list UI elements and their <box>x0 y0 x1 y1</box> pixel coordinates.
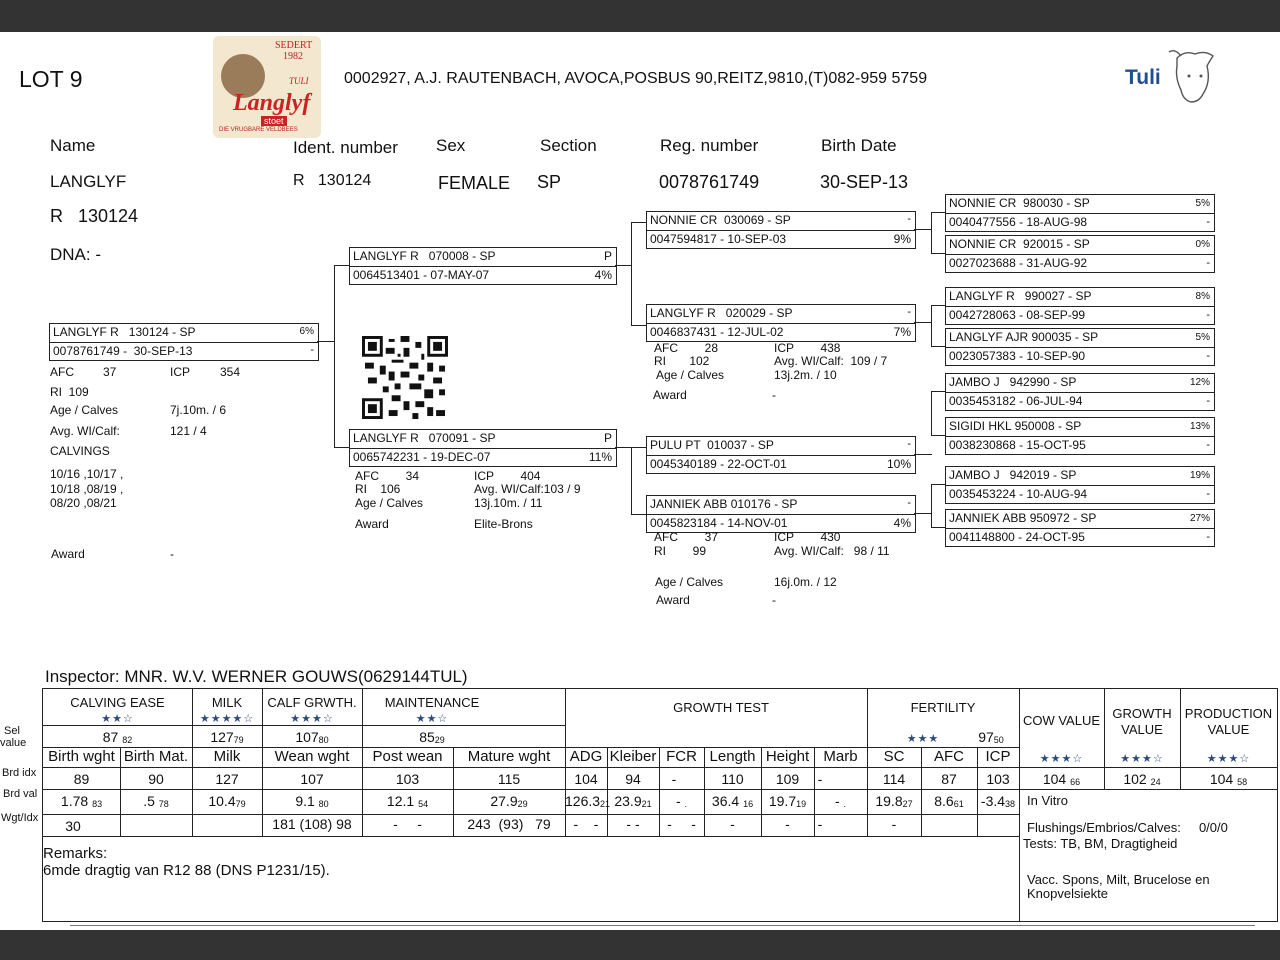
col-header: Mature wght <box>467 748 551 765</box>
group-calving-ease: CALVING EASE <box>70 695 165 710</box>
inspector: Inspector: MNR. W.V. WERNER GOUWS(0629144TUL) <box>45 667 468 686</box>
label-name: Name <box>50 136 96 155</box>
wgt-cell: - <box>785 816 790 832</box>
stars-calving-ease: ★★☆ <box>101 713 134 725</box>
owner-line: 0002927, A.J. RAUTENBACH, AVOCA,POSBUS 90,REITZ,9810,(T)082-959 5759 <box>344 70 928 87</box>
great-grandparent-box: LANGLYF R 990027 - SP 8% 0042728063 - 08-SEP-99 - <box>945 287 1215 325</box>
idx-cell: 107 <box>300 771 324 787</box>
label-section: Section <box>540 136 597 155</box>
flushings: Flushings/Embrios/Calves: 0/0/0 <box>1027 820 1228 835</box>
animal-ident: R 130124 <box>293 172 372 189</box>
group-cow-value: COW VALUE <box>1022 713 1101 728</box>
langlyf-logo: SEDERT 1982 TULI Langlyf stoet DIE VRUGBARE VELDBEES <box>213 36 321 138</box>
sire-box: LANGLYF R 070008 - SP P 0064513401 - 07-MAY-07 4% <box>349 247 617 285</box>
calvings-line: 08/20 ,08/21 <box>50 496 117 510</box>
stars-maintenance: ★★☆ <box>415 713 449 725</box>
label-birth: Birth Date <box>821 136 897 155</box>
row-label-wgt: Wgt/Idx <box>1 812 39 824</box>
animal-reg: 0078761749 <box>659 172 760 192</box>
stars-production-value: ★★★☆ <box>1206 753 1251 765</box>
great-grandparent-box: NONNIE CR 920015 - SP 0% 0027023688 - 31-AUG-92 - <box>945 235 1215 273</box>
idx-cell: 114 <box>882 771 906 787</box>
grandparent-box: LANGLYF R 020029 - SP - 0046837431 - 12-JUL-02 7% <box>646 304 916 342</box>
val-cell: .5 $_{78}$ <box>143 793 169 809</box>
col-header: Post wean <box>372 748 443 765</box>
subject-icp-label: ICP <box>170 365 191 379</box>
lot-number: LOT 9 <box>19 66 83 92</box>
idx-cell: 115 <box>497 771 521 787</box>
wgt-cell: - - <box>626 816 640 832</box>
great-grandparent-box: JAMBO J 942019 - SP 19% 0035453224 - 10-AUG-94 - <box>945 466 1215 504</box>
idx-cell: 127 <box>215 771 239 787</box>
calvings-label: CALVINGS <box>50 444 110 458</box>
label-ident: Ident. number <box>293 138 398 157</box>
great-grandparent-box: JAMBO J 942990 - SP 12% 0035453182 - 06-JUL-94 - <box>945 373 1215 411</box>
subject-award-label: Award <box>51 547 85 561</box>
idx-cell: 110 <box>721 771 744 787</box>
stars-cow-value: ★★★☆ <box>1039 753 1084 765</box>
val-cell: 36.4 $_{16}$ <box>711 793 754 809</box>
great-grandparent-box: NONNIE CR 980030 - SP 5% 0040477556 - 18-AUG-98 - <box>945 194 1215 232</box>
tuli-logo: Tuli <box>1125 46 1220 116</box>
subject-age: 7j.10m. / 6 <box>170 403 227 417</box>
wgt-cell: - <box>891 816 897 832</box>
wgt-cell: - <box>817 816 823 832</box>
val-cell: $27.9_{29}$ <box>490 793 528 809</box>
col-header: AFC <box>934 748 964 765</box>
stars-growth-value: ★★★☆ <box>1120 753 1164 765</box>
idx-cell: 94 <box>625 771 641 787</box>
idx-cell: 89 <box>73 771 90 787</box>
label-sex: Sex <box>436 136 466 155</box>
val-cell: 9.1 $_{80}$ <box>295 793 329 809</box>
calvings-line: 10/16 ,10/17 , <box>50 467 124 481</box>
col-header: ICP <box>985 748 1011 765</box>
val-cell: 1.78 $_{83}$ <box>60 793 103 809</box>
top-bar <box>0 0 1280 32</box>
idx-cell: - <box>817 771 823 787</box>
group-milk: MILK <box>211 695 243 710</box>
wgt-cell: 181 (108) 98 <box>272 816 352 832</box>
idx-cell: 90 <box>148 771 164 787</box>
wgt-cell: - <box>730 816 735 832</box>
group-calf-growth: CALF GRWTH. <box>267 695 357 710</box>
col-header: ADG <box>569 748 603 765</box>
stars-fertility: ★★★ <box>906 733 940 745</box>
group-growth-value: GROWTH VALUE <box>1112 706 1172 737</box>
col-header: Marb <box>823 748 858 765</box>
cow-value: 104 $_{66}$ <box>1042 771 1081 787</box>
animal-sex: FEMALE <box>438 173 511 193</box>
group-maintenance: MAINTENANCE <box>384 695 480 710</box>
idx-cell: 87 <box>941 771 957 787</box>
dna: DNA: - <box>50 245 101 264</box>
in-vitro: In Vitro <box>1027 793 1068 808</box>
stars-milk: ★★★★☆ <box>199 713 255 725</box>
idx-cell: 109 <box>775 771 800 787</box>
subject-wi-label: Avg. WI/Calf: <box>50 424 120 438</box>
sel-fertility: $97_{50}$ <box>978 729 1004 745</box>
animal-birth: 30-SEP-13 <box>820 172 909 192</box>
col-header: Kleiber <box>609 748 657 765</box>
dam-box: LANGLYF R 070091 - SP P 0065742231 - 19-DEC-07 11% <box>349 429 617 467</box>
great-grandparent-box: SIGIDI HKL 950008 - SP 13% 0038230868 - 15-OCT-95 - <box>945 417 1215 455</box>
val-cell: - $_.$ <box>675 793 688 809</box>
animal-section: SP <box>537 172 562 192</box>
subject-award: - <box>170 547 174 561</box>
col-header: FCR <box>666 748 697 765</box>
val-cell: $19.7_{19}$ <box>768 793 807 809</box>
remarks-label: Remarks: <box>43 845 108 862</box>
val-cell: - $_.$ <box>834 793 847 809</box>
col-header: Birth Mat. <box>123 748 189 765</box>
row-label-idx: Brd idx <box>2 767 37 779</box>
group-growth-test: GROWTH TEST <box>673 700 769 715</box>
col-header: Milk <box>213 748 241 765</box>
breeding-values-table <box>42 688 1278 922</box>
wgt-cell: - - <box>667 816 696 832</box>
subject-box: LANGLYF R 130124 - SP 6% 0078761749 - 30-SEP-13 - <box>49 323 319 361</box>
col-header: Length <box>709 748 756 765</box>
val-cell: $8.6_{61}$ <box>934 793 964 809</box>
production-value: 104 $_{58}$ <box>1209 771 1248 787</box>
row-label-sel: Sel value <box>0 725 27 749</box>
tests: Tests: TB, BM, Dragtigheid <box>1023 836 1178 851</box>
col-header: Birth wght <box>48 748 115 765</box>
row-label-val: Brd val <box>3 788 38 800</box>
val-cell: $10.4_{79}$ <box>208 793 246 809</box>
grandparent-box: PULU PT 010037 - SP - 0045340189 - 22-OCT-01 10% <box>646 436 916 474</box>
group-production-value: PRODUCTION VALUE <box>1184 706 1273 737</box>
subject-age-label: Age / Calves <box>50 403 119 417</box>
qr-code <box>362 336 448 419</box>
calvings-line: 10/18 ,08/19 , <box>50 482 124 496</box>
growth-value: 102 $_{24}$ <box>1123 771 1161 787</box>
col-header: Wean wght <box>274 748 350 765</box>
col-header: Height <box>765 748 810 765</box>
sel-maintenance: $85_{29}$ <box>419 729 445 745</box>
animal-name: LANGLYF <box>50 172 127 191</box>
vacc-line: Vacc. Spons, Milt, Brucelose en <box>1027 872 1210 887</box>
wgt-cell: - - <box>573 816 599 832</box>
val-cell: $23.9_{21}$ <box>614 793 652 809</box>
idx-cell: - <box>671 771 677 787</box>
idx-cell: 103 <box>986 771 1010 787</box>
val-cell: $-3.4_{38}$ <box>980 793 1016 809</box>
label-reg: Reg. number <box>660 136 759 155</box>
sel-milk: $127_{79}$ <box>210 729 244 745</box>
subject-afc: 37 <box>103 365 117 379</box>
val-cell: $126.3_{21}$ <box>565 793 611 809</box>
subject-afc-label: AFC <box>50 365 74 379</box>
wgt-cell: - - <box>393 816 422 832</box>
subject-ri: RI 109 <box>50 385 89 399</box>
val-cell: 12.1 $_{54}$ <box>386 793 429 809</box>
idx-cell: 103 <box>395 771 420 787</box>
sel-calf-growth: $107_{80}$ <box>295 729 329 745</box>
bottom-bar <box>0 930 1280 960</box>
val-cell: $19.8_{27}$ <box>875 793 913 809</box>
wgt-cell: 30 <box>65 818 81 834</box>
col-header: SC <box>883 748 905 765</box>
group-fertility: FERTILITY <box>910 700 976 715</box>
wgt-cell: 243 (93) 79 <box>467 816 551 832</box>
subject-icp: 354 <box>220 365 241 379</box>
idx-cell: 104 <box>574 771 598 787</box>
grandparent-box: JANNIEK ABB 010176 - SP - 0045823184 - 14-NOV-01 4% <box>646 495 916 533</box>
vacc-line: Knopvelsiekte <box>1027 886 1108 901</box>
grandparent-box: NONNIE CR 030069 - SP - 0047594817 - 10-SEP-03 9% <box>646 211 916 249</box>
great-grandparent-box: JANNIEK ABB 950972 - SP 27% 0041148800 - 24-OCT-95 - <box>945 509 1215 547</box>
animal-code: R 130124 <box>50 206 139 226</box>
sel-calving-ease: 87 $_{82}$ <box>102 729 133 745</box>
stars-calf-growth: ★★★☆ <box>290 713 334 725</box>
great-grandparent-box: LANGLYF AJR 900035 - SP 5% 0023057383 - 10-SEP-90 - <box>945 328 1215 366</box>
remarks: 6mde dragtig van R12 88 (DNS P1231/15). <box>43 862 330 879</box>
subject-wi: 121 / 4 <box>170 424 207 438</box>
